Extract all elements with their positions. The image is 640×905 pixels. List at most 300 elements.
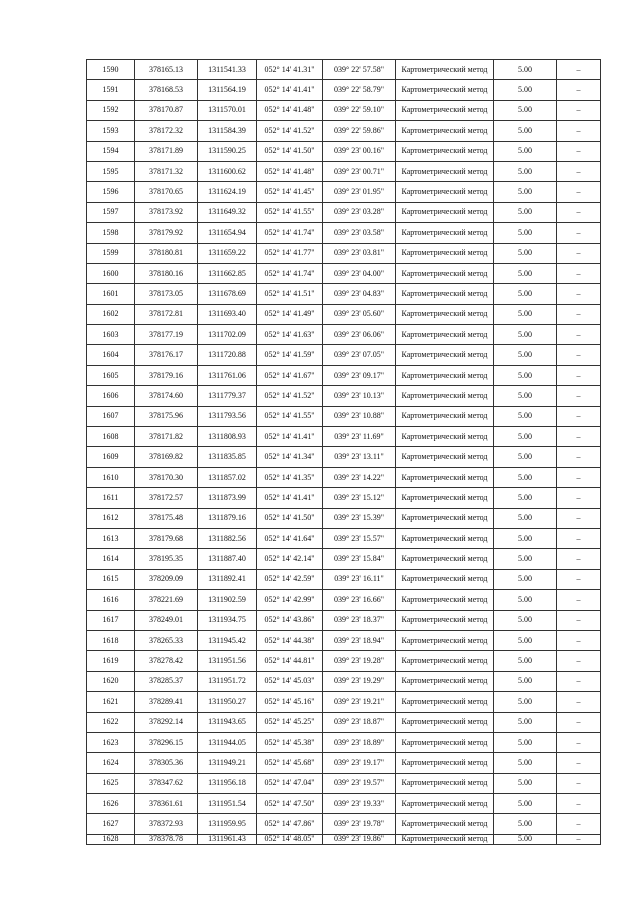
latitude: 052° 14' 41.63": [257, 325, 323, 345]
coord-y: 1311570.01: [198, 100, 257, 120]
coord-y: 1311951.54: [198, 794, 257, 814]
coord-x: 378265.33: [135, 630, 198, 650]
longitude: 039° 23' 19.78": [323, 814, 396, 834]
note: –: [557, 427, 601, 447]
method: Картометрический метод: [396, 508, 494, 528]
table-row: [87, 386, 601, 406]
latitude: 052° 14' 41.55": [257, 406, 323, 426]
note: –: [557, 304, 601, 324]
latitude: 052° 14' 45.68": [257, 753, 323, 773]
coord-y: 1311779.37: [198, 386, 257, 406]
table-row: [87, 528, 601, 548]
latitude: 052° 14' 41.41": [257, 488, 323, 508]
table-row: [87, 610, 601, 630]
method: Картометрический метод: [396, 671, 494, 691]
accuracy: 5.00: [494, 773, 557, 793]
method: Картометрический метод: [396, 569, 494, 589]
method: Картометрический метод: [396, 814, 494, 834]
point-number: 1612: [87, 508, 135, 528]
longitude: 039° 23' 04.83": [323, 284, 396, 304]
coord-y: 1311659.22: [198, 243, 257, 263]
latitude: 052° 14' 41.52": [257, 121, 323, 141]
point-number: 1614: [87, 549, 135, 569]
method: Картометрический метод: [396, 651, 494, 671]
point-number: 1608: [87, 427, 135, 447]
coord-y: 1311961.43: [198, 834, 257, 844]
longitude: 039° 23' 19.17": [323, 753, 396, 773]
longitude: 039° 23' 07.05": [323, 345, 396, 365]
accuracy: 5.00: [494, 406, 557, 426]
table-row: [87, 325, 601, 345]
accuracy: 5.00: [494, 671, 557, 691]
method: Картометрический метод: [396, 161, 494, 181]
coord-x: 378172.57: [135, 488, 198, 508]
table-row: [87, 773, 601, 793]
note: –: [557, 141, 601, 161]
accuracy: 5.00: [494, 80, 557, 100]
note: –: [557, 243, 601, 263]
method: Картометрический метод: [396, 243, 494, 263]
longitude: 039° 23' 03.28": [323, 202, 396, 222]
longitude: 039° 23' 19.33": [323, 794, 396, 814]
accuracy: 5.00: [494, 223, 557, 243]
longitude: 039° 23' 19.29": [323, 671, 396, 691]
point-number: 1625: [87, 773, 135, 793]
coord-x: 378170.87: [135, 100, 198, 120]
latitude: 052° 14' 45.25": [257, 712, 323, 732]
method: Картометрический метод: [396, 60, 494, 80]
note: –: [557, 753, 601, 773]
table-row: [87, 732, 601, 752]
point-number: 1619: [87, 651, 135, 671]
latitude: 052° 14' 47.86": [257, 814, 323, 834]
latitude: 052° 14' 41.74": [257, 263, 323, 283]
accuracy: 5.00: [494, 569, 557, 589]
coord-y: 1311882.56: [198, 528, 257, 548]
point-number: 1603: [87, 325, 135, 345]
accuracy: 5.00: [494, 141, 557, 161]
coord-x: 378165.13: [135, 60, 198, 80]
note: –: [557, 549, 601, 569]
coord-y: 1311887.40: [198, 549, 257, 569]
latitude: 052° 14' 41.67": [257, 365, 323, 385]
latitude: 052° 14' 47.04": [257, 773, 323, 793]
longitude: 039° 23' 03.81": [323, 243, 396, 263]
accuracy: 5.00: [494, 325, 557, 345]
accuracy: 5.00: [494, 834, 557, 844]
coord-x: 378209.09: [135, 569, 198, 589]
coord-x: 378285.37: [135, 671, 198, 691]
note: –: [557, 508, 601, 528]
coord-x: 378179.68: [135, 528, 198, 548]
accuracy: 5.00: [494, 427, 557, 447]
note: –: [557, 121, 601, 141]
longitude: 039° 23' 16.11": [323, 569, 396, 589]
coord-x: 378176.17: [135, 345, 198, 365]
table-row: [87, 488, 601, 508]
longitude: 039° 23' 15.57": [323, 528, 396, 548]
coord-x: 378171.82: [135, 427, 198, 447]
table-row: [87, 671, 601, 691]
table-row: [87, 304, 601, 324]
point-number: 1620: [87, 671, 135, 691]
longitude: 039° 22' 58.79": [323, 80, 396, 100]
coord-x: 378292.14: [135, 712, 198, 732]
latitude: 052° 14' 42.59": [257, 569, 323, 589]
method: Картометрический метод: [396, 263, 494, 283]
coord-y: 1311720.88: [198, 345, 257, 365]
longitude: 039° 23' 19.21": [323, 692, 396, 712]
method: Картометрический метод: [396, 141, 494, 161]
note: –: [557, 712, 601, 732]
longitude: 039° 23' 18.89": [323, 732, 396, 752]
note: –: [557, 447, 601, 467]
accuracy: 5.00: [494, 590, 557, 610]
table-row: [87, 427, 601, 447]
accuracy: 5.00: [494, 651, 557, 671]
note: –: [557, 814, 601, 834]
point-number: 1623: [87, 732, 135, 752]
accuracy: 5.00: [494, 202, 557, 222]
point-number: 1611: [87, 488, 135, 508]
latitude: 052° 14' 43.86": [257, 610, 323, 630]
coord-x: 378221.69: [135, 590, 198, 610]
note: –: [557, 223, 601, 243]
note: –: [557, 161, 601, 181]
accuracy: 5.00: [494, 467, 557, 487]
method: Картометрический метод: [396, 325, 494, 345]
coord-y: 1311951.72: [198, 671, 257, 691]
method: Картометрический метод: [396, 753, 494, 773]
accuracy: 5.00: [494, 100, 557, 120]
coordinates-table: [86, 59, 601, 845]
accuracy: 5.00: [494, 447, 557, 467]
point-number: 1627: [87, 814, 135, 834]
note: –: [557, 182, 601, 202]
accuracy: 5.00: [494, 692, 557, 712]
table-row: [87, 692, 601, 712]
accuracy: 5.00: [494, 794, 557, 814]
latitude: 052° 14' 41.49": [257, 304, 323, 324]
latitude: 052° 14' 41.50": [257, 508, 323, 528]
coord-y: 1311654.94: [198, 223, 257, 243]
table-row: [87, 60, 601, 80]
coord-y: 1311693.40: [198, 304, 257, 324]
latitude: 052° 14' 44.81": [257, 651, 323, 671]
longitude: 039° 23' 00.16": [323, 141, 396, 161]
point-number: 1617: [87, 610, 135, 630]
point-number: 1590: [87, 60, 135, 80]
latitude: 052° 14' 41.51": [257, 284, 323, 304]
accuracy: 5.00: [494, 549, 557, 569]
coord-y: 1311949.21: [198, 753, 257, 773]
latitude: 052° 14' 41.31": [257, 60, 323, 80]
accuracy: 5.00: [494, 263, 557, 283]
accuracy: 5.00: [494, 753, 557, 773]
accuracy: 5.00: [494, 161, 557, 181]
coord-y: 1311662.85: [198, 263, 257, 283]
coord-y: 1311541.33: [198, 60, 257, 80]
longitude: 039° 23' 04.00": [323, 263, 396, 283]
latitude: 052° 14' 41.48": [257, 161, 323, 181]
note: –: [557, 569, 601, 589]
coord-x: 378173.92: [135, 202, 198, 222]
table-row: [87, 508, 601, 528]
accuracy: 5.00: [494, 182, 557, 202]
method: Картометрический метод: [396, 528, 494, 548]
longitude: 039° 23' 19.86": [323, 834, 396, 844]
accuracy: 5.00: [494, 814, 557, 834]
method: Картометрический метод: [396, 610, 494, 630]
point-number: 1610: [87, 467, 135, 487]
latitude: 052° 14' 41.50": [257, 141, 323, 161]
table-row: [87, 569, 601, 589]
accuracy: 5.00: [494, 528, 557, 548]
latitude: 052° 14' 41.45": [257, 182, 323, 202]
accuracy: 5.00: [494, 304, 557, 324]
table-row: [87, 141, 601, 161]
note: –: [557, 528, 601, 548]
note: –: [557, 345, 601, 365]
latitude: 052° 14' 42.14": [257, 549, 323, 569]
longitude: 039° 23' 16.66": [323, 590, 396, 610]
method: Картометрический метод: [396, 100, 494, 120]
note: –: [557, 365, 601, 385]
longitude: 039° 23' 18.37": [323, 610, 396, 630]
accuracy: 5.00: [494, 121, 557, 141]
table-row: [87, 80, 601, 100]
coord-y: 1311624.19: [198, 182, 257, 202]
coord-y: 1311950.27: [198, 692, 257, 712]
accuracy: 5.00: [494, 365, 557, 385]
coord-x: 378177.19: [135, 325, 198, 345]
note: –: [557, 834, 601, 844]
table-row: [87, 834, 601, 844]
point-number: 1601: [87, 284, 135, 304]
coord-x: 378195.35: [135, 549, 198, 569]
longitude: 039° 23' 14.22": [323, 467, 396, 487]
longitude: 039° 23' 09.17": [323, 365, 396, 385]
longitude: 039° 23' 15.39": [323, 508, 396, 528]
latitude: 052° 14' 45.16": [257, 692, 323, 712]
note: –: [557, 386, 601, 406]
point-number: 1605: [87, 365, 135, 385]
point-number: 1596: [87, 182, 135, 202]
point-number: 1622: [87, 712, 135, 732]
table-row: [87, 182, 601, 202]
method: Картометрический метод: [396, 712, 494, 732]
table-body: [87, 60, 601, 845]
note: –: [557, 202, 601, 222]
coord-x: 378278.42: [135, 651, 198, 671]
table-row: [87, 794, 601, 814]
method: Картометрический метод: [396, 692, 494, 712]
point-number: 1616: [87, 590, 135, 610]
latitude: 052° 14' 41.34": [257, 447, 323, 467]
note: –: [557, 732, 601, 752]
coord-x: 378372.93: [135, 814, 198, 834]
table-row: [87, 549, 601, 569]
accuracy: 5.00: [494, 243, 557, 263]
point-number: 1595: [87, 161, 135, 181]
method: Картометрический метод: [396, 406, 494, 426]
latitude: 052° 14' 44.38": [257, 630, 323, 650]
point-number: 1600: [87, 263, 135, 283]
point-number: 1591: [87, 80, 135, 100]
accuracy: 5.00: [494, 508, 557, 528]
table-row: [87, 712, 601, 732]
coord-x: 378175.96: [135, 406, 198, 426]
point-number: 1607: [87, 406, 135, 426]
table-row: [87, 223, 601, 243]
coord-y: 1311934.75: [198, 610, 257, 630]
longitude: 039° 23' 18.94": [323, 630, 396, 650]
coord-x: 378173.05: [135, 284, 198, 304]
coord-x: 378180.16: [135, 263, 198, 283]
point-number: 1604: [87, 345, 135, 365]
coord-y: 1311761.06: [198, 365, 257, 385]
point-number: 1594: [87, 141, 135, 161]
longitude: 039° 23' 10.88": [323, 406, 396, 426]
point-number: 1628: [87, 834, 135, 844]
longitude: 039° 23' 03.58": [323, 223, 396, 243]
coord-y: 1311702.09: [198, 325, 257, 345]
method: Картометрический метод: [396, 794, 494, 814]
latitude: 052° 14' 41.35": [257, 467, 323, 487]
coord-x: 378179.16: [135, 365, 198, 385]
table-row: [87, 651, 601, 671]
coord-x: 378172.81: [135, 304, 198, 324]
method: Картометрический метод: [396, 365, 494, 385]
point-number: 1626: [87, 794, 135, 814]
method: Картометрический метод: [396, 223, 494, 243]
longitude: 039° 22' 57.58": [323, 60, 396, 80]
coord-y: 1311564.19: [198, 80, 257, 100]
longitude: 039° 23' 01.95": [323, 182, 396, 202]
coord-y: 1311793.56: [198, 406, 257, 426]
coord-x: 378169.82: [135, 447, 198, 467]
table-row: [87, 263, 601, 283]
longitude: 039° 23' 11.69": [323, 427, 396, 447]
longitude: 039° 22' 59.86": [323, 121, 396, 141]
table-row: [87, 365, 601, 385]
longitude: 039° 23' 15.12": [323, 488, 396, 508]
latitude: 052° 14' 41.74": [257, 223, 323, 243]
longitude: 039° 23' 18.87": [323, 712, 396, 732]
point-number: 1621: [87, 692, 135, 712]
method: Картометрический метод: [396, 202, 494, 222]
latitude: 052° 14' 45.38": [257, 732, 323, 752]
coord-x: 378179.92: [135, 223, 198, 243]
accuracy: 5.00: [494, 732, 557, 752]
note: –: [557, 406, 601, 426]
note: –: [557, 284, 601, 304]
latitude: 052° 14' 41.41": [257, 427, 323, 447]
coord-x: 378171.32: [135, 161, 198, 181]
table-row: [87, 406, 601, 426]
coord-x: 378172.32: [135, 121, 198, 141]
latitude: 052° 14' 42.99": [257, 590, 323, 610]
coord-x: 378249.01: [135, 610, 198, 630]
table-row: [87, 100, 601, 120]
coord-y: 1311857.02: [198, 467, 257, 487]
latitude: 052° 14' 41.59": [257, 345, 323, 365]
note: –: [557, 60, 601, 80]
coord-x: 378174.60: [135, 386, 198, 406]
coord-y: 1311873.99: [198, 488, 257, 508]
latitude: 052° 14' 45.03": [257, 671, 323, 691]
point-number: 1615: [87, 569, 135, 589]
method: Картометрический метод: [396, 488, 494, 508]
note: –: [557, 488, 601, 508]
coord-y: 1311902.59: [198, 590, 257, 610]
method: Картометрический метод: [396, 467, 494, 487]
table-row: [87, 630, 601, 650]
point-number: 1597: [87, 202, 135, 222]
note: –: [557, 671, 601, 691]
note: –: [557, 100, 601, 120]
latitude: 052° 14' 41.48": [257, 100, 323, 120]
longitude: 039° 23' 10.13": [323, 386, 396, 406]
coord-x: 378170.30: [135, 467, 198, 487]
longitude: 039° 22' 59.10": [323, 100, 396, 120]
note: –: [557, 610, 601, 630]
coord-x: 378171.89: [135, 141, 198, 161]
coord-y: 1311951.56: [198, 651, 257, 671]
coord-y: 1311584.39: [198, 121, 257, 141]
point-number: 1598: [87, 223, 135, 243]
method: Картометрический метод: [396, 590, 494, 610]
note: –: [557, 263, 601, 283]
table-row: [87, 467, 601, 487]
table-row: [87, 814, 601, 834]
point-number: 1624: [87, 753, 135, 773]
method: Картометрический метод: [396, 773, 494, 793]
method: Картометрический метод: [396, 386, 494, 406]
table-row: [87, 161, 601, 181]
note: –: [557, 325, 601, 345]
method: Картометрический метод: [396, 284, 494, 304]
method: Картометрический метод: [396, 447, 494, 467]
method: Картометрический метод: [396, 182, 494, 202]
coord-x: 378361.61: [135, 794, 198, 814]
accuracy: 5.00: [494, 488, 557, 508]
table-row: [87, 243, 601, 263]
longitude: 039° 23' 05.60": [323, 304, 396, 324]
method: Картометрический метод: [396, 427, 494, 447]
note: –: [557, 692, 601, 712]
coord-y: 1311808.93: [198, 427, 257, 447]
coord-y: 1311879.16: [198, 508, 257, 528]
accuracy: 5.00: [494, 284, 557, 304]
coord-y: 1311892.41: [198, 569, 257, 589]
coord-y: 1311600.62: [198, 161, 257, 181]
coord-x: 378347.62: [135, 773, 198, 793]
point-number: 1609: [87, 447, 135, 467]
longitude: 039° 23' 06.06": [323, 325, 396, 345]
point-number: 1593: [87, 121, 135, 141]
coord-y: 1311678.69: [198, 284, 257, 304]
method: Картометрический метод: [396, 345, 494, 365]
coord-x: 378168.53: [135, 80, 198, 100]
coord-y: 1311945.42: [198, 630, 257, 650]
latitude: 052° 14' 48.05": [257, 834, 323, 844]
accuracy: 5.00: [494, 630, 557, 650]
coord-y: 1311943.65: [198, 712, 257, 732]
point-number: 1592: [87, 100, 135, 120]
table-row: [87, 753, 601, 773]
accuracy: 5.00: [494, 712, 557, 732]
